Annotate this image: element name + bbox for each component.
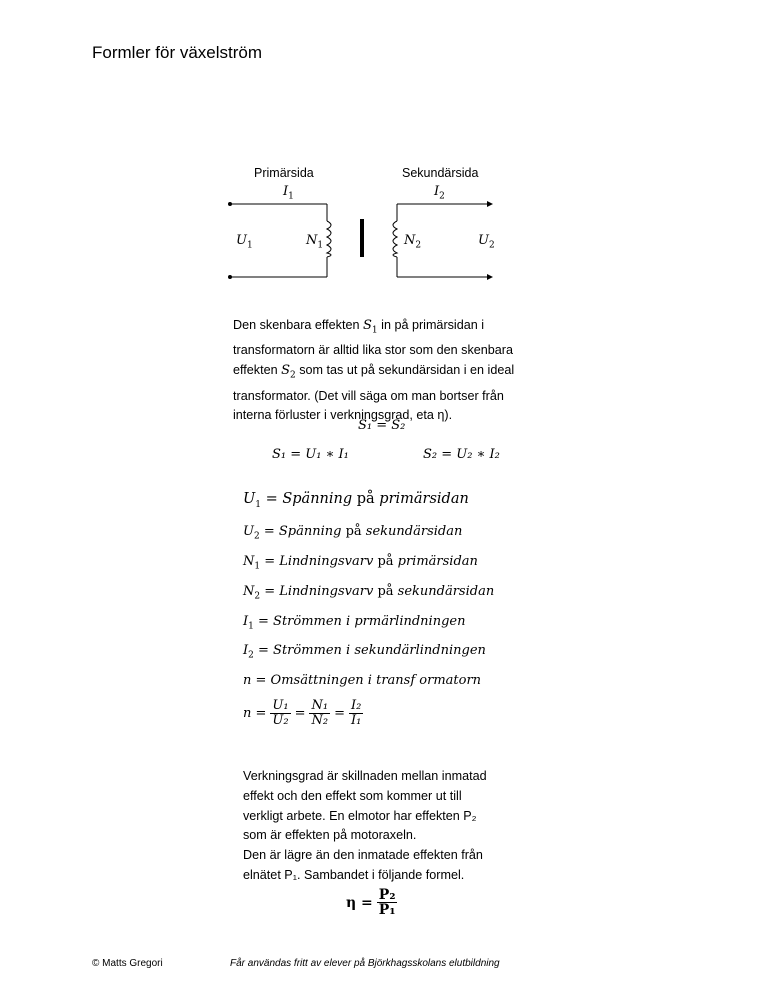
- primary-side-label: Primärsida: [254, 166, 314, 180]
- transformer-circuit: [225, 195, 505, 295]
- equation-s2: S₂ = U₂ ∗ I₂: [423, 447, 500, 462]
- footer-copyright: © Matts Gregori: [92, 958, 163, 969]
- s2-symbol: $S_2$: [281, 363, 296, 381]
- definition-row: n = Omsättningen i transf ormatorn: [243, 673, 482, 688]
- efficiency-formula: η = $\frac{\text{P₂}}{\text{P₁}}$: [346, 887, 396, 918]
- s1-symbol: $S_1$: [363, 318, 378, 336]
- turns-n1-label: $N_1$: [306, 233, 324, 251]
- equation-s1-equals-s2: S₁ = S₂: [358, 418, 406, 433]
- page-title: Formler för växelström: [92, 43, 263, 62]
- ratio-formula: n = $\frac{\text{U₁}}{\text{U₂}}$ = $\frac{\text{N₁}}{\text{N₂}}$ = $\frac{\text{I₂}}{\text{I₁}}$: [243, 698, 362, 728]
- equation-s1: S₁ = U₁ ∗ I₁: [272, 447, 349, 462]
- current-i1-label: $I_1$: [283, 184, 294, 202]
- voltage-u1-label: $U_1$: [236, 233, 253, 251]
- definition-row: $N_1$ = Lindningsvarv på primärsidan: [243, 554, 478, 572]
- definition-row: $I_1$ = Strömmen i prmärlindningen: [243, 614, 466, 632]
- definition-row: $I_2$ = Strömmen i sekundärlindningen: [243, 643, 486, 661]
- definition-row: $U_2$ = Spänning på sekundärsidan: [243, 524, 463, 542]
- definition-row: $N_2$ = Lindningsvarv på sekundärsidan: [243, 584, 495, 602]
- secondary-side-label: Sekundärsida: [402, 166, 479, 180]
- intro-paragraph: Den skenbara effekten $S_1$ in på primärsidan i transformatorn är alltid lika stor som den skenbara effekten $S_2$ som tas ut på sekundärsidan i en ideal transformator. (Det vill säga om man bortser från interna förluster i verkningsgrad, eta η).: [233, 318, 515, 423]
- footer-note: Får användas fritt av elever på Björkhagsskolans elutbildning: [230, 958, 500, 969]
- definition-row: $U_1$ = Spänning på primärsidan: [243, 491, 469, 510]
- efficiency-paragraph: Verkningsgrad är skillnaden mellan inmatad effekt och den effekt som kommer ut till verkligt arbete. En elmotor har effekten P₂ som är effekten på motoraxeln. Den är lägre än den inmatade effekten från elnätet P₁. Sambandet i följande formel.: [243, 769, 487, 882]
- voltage-u2-label: $U_2$: [478, 233, 495, 251]
- current-i2-label: $I_2$: [434, 184, 445, 202]
- turns-n2-label: $N_2$: [404, 233, 422, 251]
